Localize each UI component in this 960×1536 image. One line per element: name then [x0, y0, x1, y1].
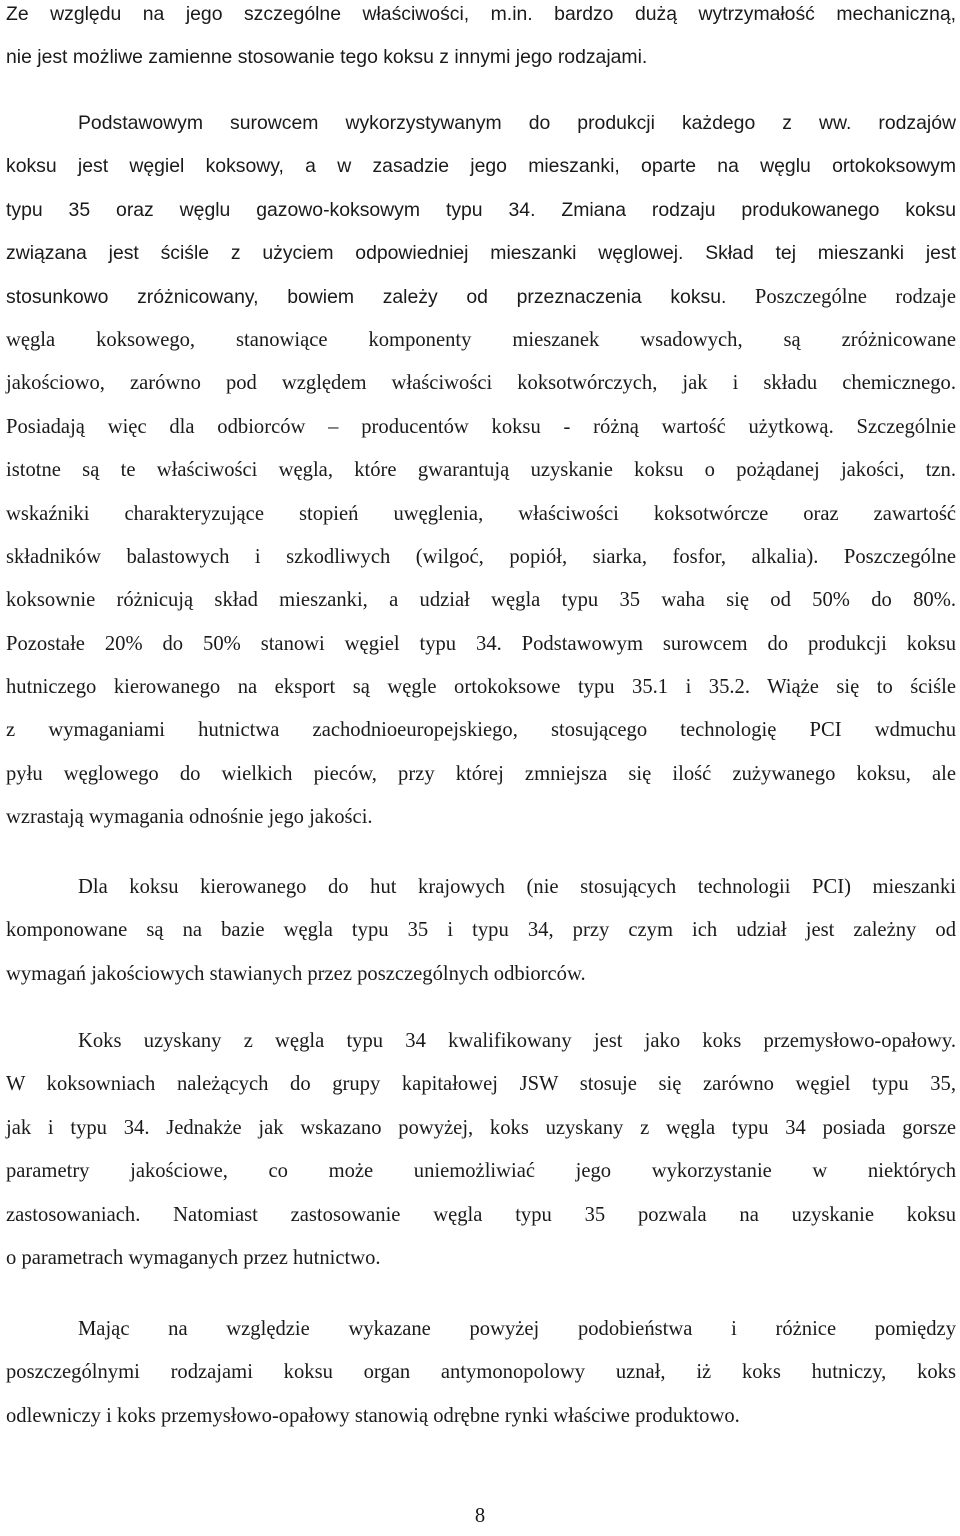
text-segment: Poszczególne rodzaje — [726, 285, 956, 308]
text-line: poszczególnymi rodzajami koksu organ antymonopolowy uznał, iż koks hutniczy, koks — [6, 1361, 956, 1384]
text-line: Ze względu na jego szczególne właściwości, m.in. bardzo dużą wytrzymałość mechaniczną, — [6, 3, 956, 25]
text-line: Koks uzyskany z węgla typu 34 kwalifikowany jest jako koks przemysłowo-opałowy. — [78, 1030, 956, 1052]
text-line: Mając na względzie wykazane powyżej podobieństwa i różnice pomiędzy — [78, 1318, 956, 1340]
text-line — [6, 276, 956, 319]
paragraph-5 — [6, 1308, 956, 1438]
text-segment: stosunkowo zróżnicowany, bowiem zależy od przeznaczenia koksu. — [6, 285, 727, 308]
text-line: składników balastowych i szkodliwych (wilgoć, popiół, siarka, fosfor, alkalia). Poszczególne — [6, 545, 956, 568]
text-line: wymagań jakościowych stawianych przez poszczególnych odbiorców. — [6, 962, 586, 985]
text-line: typu 35 oraz węglu gazowo-koksowym typu 34. Zmiana rodzaju produkowanego koksu — [6, 198, 956, 221]
text-line: Podstawowym surowcem wykorzystywanym do produkcji każdego z ww. rodzajów — [78, 112, 956, 134]
text-line: Posiadają więc dla odbiorców – producentów koksu - różną wartość użytkową. Szczególnie — [6, 415, 956, 438]
text-line: związana jest ściśle z użyciem odpowiedniej mieszanki węglowej. Skład tej mieszanki jest — [6, 242, 956, 265]
text-line: Dla koksu kierowanego do hut krajowych (nie stosujących technologii PCI) mieszanki — [78, 876, 956, 898]
text-line: o parametrach wymaganych przez hutnictwo. — [6, 1246, 381, 1269]
text-line: istotne są te właściwości węgla, które gwarantują uzyskanie koksu o pożądanej jakości, tzn. — [6, 459, 956, 482]
text-line: nie jest możliwe zamienne stosowanie tego koksu z innymi jego rodzajami. — [6, 46, 648, 69]
text-line: pyłu węglowego do wielkich pieców, przy której zmniejsza się ilość zużywanego koksu, ale — [6, 762, 956, 785]
text-line: wzrastają wymagania odnośnie jego jakości. — [6, 806, 373, 829]
text-line: hutniczego kierowanego na eksport są węgle ortokoksowe typu 35.1 i 35.2. Wiąże się to ściśle — [6, 676, 956, 699]
text-line: koksownie różnicują skład mieszanki, a udział węgla typu 35 waha się od 50% do 80%. — [6, 589, 956, 612]
text-line: Pozostałe 20% do 50% stanowi węgiel typu 34. Podstawowym surowcem do produkcji koksu — [6, 632, 956, 655]
text-line: W koksowniach należących do grupy kapitałowej JSW stosuje się zarówno węgiel typu 35, — [6, 1073, 956, 1096]
text-line: węgla koksowego, stanowiące komponenty mieszanek wsadowych, są zróżnicowane — [6, 328, 956, 351]
paragraph-2 — [6, 102, 956, 840]
text-line: z wymaganiami hutnictwa zachodnioeuropejskiego, stosującego technologię PCI wdmuchu — [6, 719, 956, 742]
text-line: koksu jest węgiel koksowy, a w zasadzie jego mieszanki, oparte na węglu ortokoksowym — [6, 155, 956, 178]
paragraph-4 — [6, 1020, 956, 1280]
text-line: jakościowo, zarówno pod względem właściwości koksotwórczych, jak i składu chemicznego. — [6, 372, 956, 395]
paragraph-3 — [6, 866, 956, 996]
text-line: wskaźniki charakteryzujące stopień uwęglenia, właściwości koksotwórcze oraz zawartość — [6, 502, 956, 525]
text-line: odlewniczy i koks przemysłowo-opałowy stanowią odrębne rynki właściwe produktowo. — [6, 1404, 740, 1427]
page-number: 8 — [474, 1505, 486, 1527]
text-line: zastosowaniach. Natomiast zastosowanie węgla typu 35 pozwala na uzyskanie koksu — [6, 1203, 956, 1226]
text-line: parametry jakościowe, co może uniemożliwiać jego wykorzystanie w niektórych — [6, 1160, 956, 1183]
text-line: jak i typu 34. Jednakże jak wskazano powyżej, koks uzyskany z węgla typu 34 posiada gorsze — [6, 1116, 956, 1139]
text-line: komponowane są na bazie węgla typu 35 i typu 34, przy czym ich udział jest zależny od — [6, 919, 956, 942]
paragraph-1 — [6, 0, 956, 80]
